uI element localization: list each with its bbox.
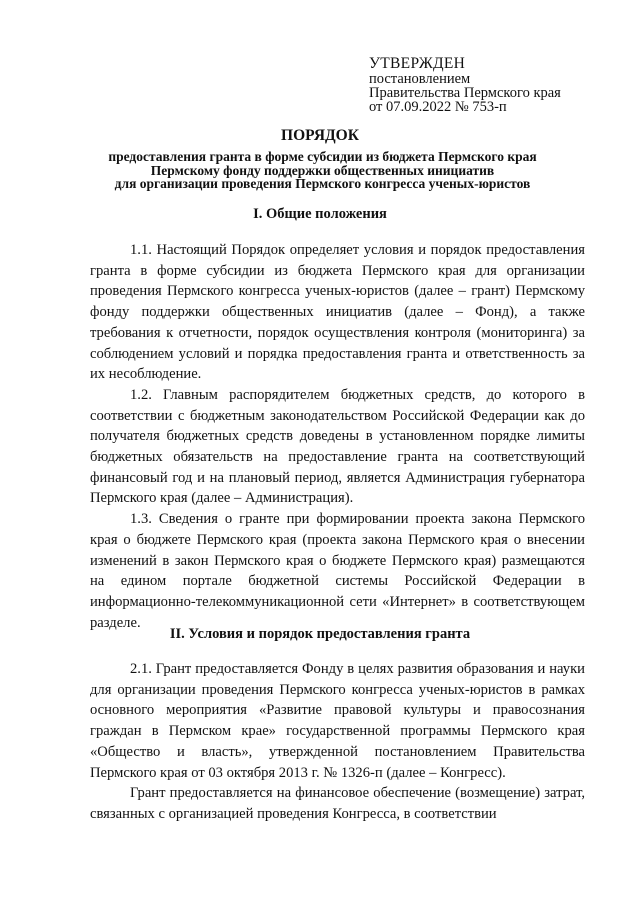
paragraph-2-1-continued: Грант предоставляется на финансовое обеспечение (возмещение) затрат, связанных с организацией проведения Конгресса, в соответствии — [90, 785, 585, 822]
approval-line-1: постановлением — [369, 71, 471, 87]
subtitle-line-2: Пермскому фонду поддержки общественных инициатив — [150, 162, 495, 178]
section-1-body — [90, 240, 585, 633]
paragraph-2-1: 2.1. Грант предоставляется Фонду в целях развития образования и науки для организации проведения Пермского конгресса ученых-юристов в рамках основного мероприятия «Развитие правовой культуры и правосознания граждан в Пермском крае» государственной программы Пермского края «Общество и власть», утвержденной постановлением Правительства Пермского края от 03 октября 2013 г. № 1326-п (далее – Конгресс). — [90, 661, 585, 781]
document-subtitle — [60, 150, 585, 191]
approval-line-3: от 07.09.2022 № 753-п — [369, 99, 507, 115]
section-2-body — [90, 659, 585, 825]
paragraph-1-3: 1.3. Сведения о гранте при формировании проекта закона Пермского края о бюджете Пермского края (проекта закона Пермского края о внесении изменений в закон Пермского края о бюджете Пермского края) размещаются на едином портале бюджетной системы Российской Федерации в информационно-телекоммуникационной сети «Интернет» в соответствующем разделе. — [90, 511, 585, 631]
paragraph-1-1: 1.1. Настоящий Порядок определяет условия и порядок предоставления гранта в форме субсидии из бюджета Пермского края для организации проведения Пермского конгресса ученых-юристов (далее – грант) Пермскому фонду поддержки общественных инициатив (далее – Фонд), а также требования к отчетности, порядок осуществления контроля (мониторинга) за соблюдением условий и порядка предоставления гранта и ответственность за их несоблюдение. — [90, 242, 585, 383]
subtitle-line-3: для организации проведения Пермского конгресса ученых-юристов — [114, 176, 531, 191]
document-title: ПОРЯДОК — [281, 127, 359, 144]
approval-line-2: Правительства Пермского края — [369, 85, 561, 101]
subtitle-line-1: предоставления гранта в форме субсидии из бюджета Пермского края — [108, 149, 537, 164]
section-1-heading: I. Общие положения — [253, 206, 387, 222]
section-2-heading: II. Условия и порядок предоставления гранта — [169, 626, 471, 642]
approval-stamp — [369, 55, 561, 114]
approval-heading: УТВЕРЖДЕН — [369, 55, 466, 72]
paragraph-1-2: 1.2. Главным распорядителем бюджетных средств, до которого в соответствии с бюджетным законодательством Российской Федерации как до получателя бюджетных средств доведены в установленном порядке лимиты бюджетных обязательств на предоставление гранта на соответствующий финансовый год и на плановый период, является Администрация губернатора Пермского края (далее – Администрация). — [90, 386, 585, 507]
